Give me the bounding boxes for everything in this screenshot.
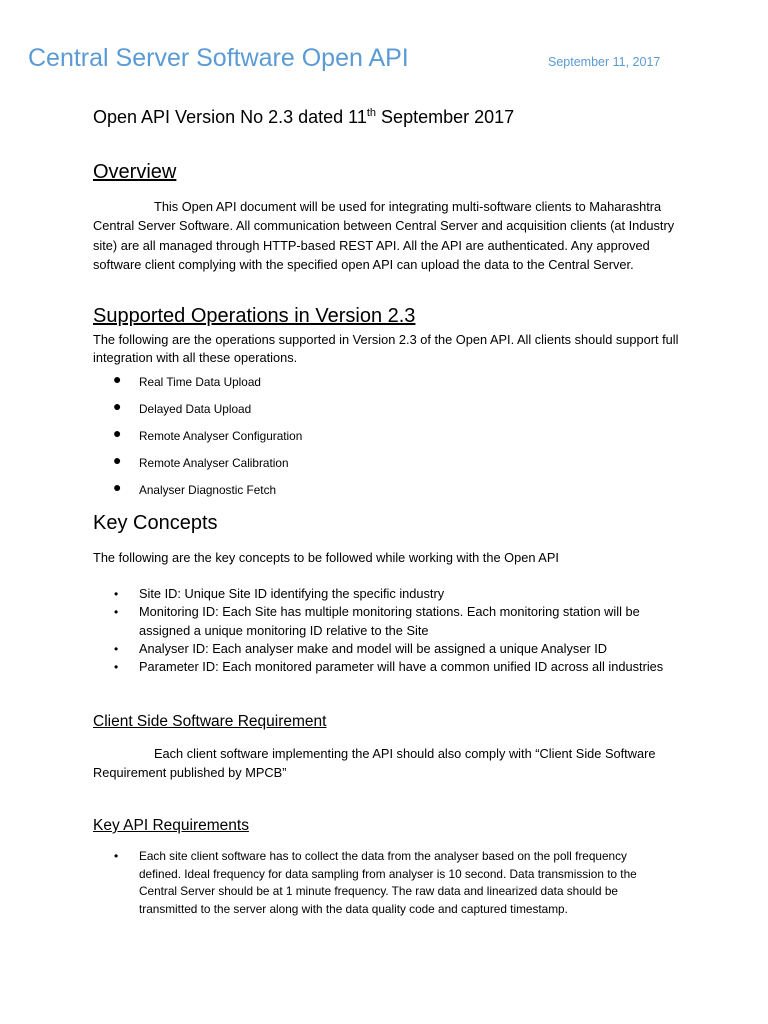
overview-heading: Overview (93, 161, 177, 183)
version-superscript: th (366, 107, 377, 119)
client-side-paragraph: Each client software implementing the API should also comply with “Client Side Software Requirement published by MPCB” (93, 746, 656, 781)
key-concepts-intro: The following are the key concepts to be followed while working with the Open API (93, 550, 559, 565)
bullet-icon: ● (113, 371, 122, 387)
supported-operations-heading: Supported Operations in Version 2.3 (93, 305, 416, 327)
key-concepts-heading: Key Concepts (93, 512, 218, 534)
list-item: • Site ID: Unique Site ID identifying the specific industry (112, 585, 682, 603)
bullet-icon: ● (113, 398, 122, 414)
client-side-heading: Client Side Software Requirement (93, 713, 327, 730)
list-item: • Parameter ID: Each monitored parameter will have a common unified ID across all industries (112, 658, 682, 676)
bullet-icon: ● (113, 425, 122, 441)
list-item: • Analyser ID: Each analyser make and model will be assigned a unique Analyser ID (112, 640, 682, 658)
bullet-icon: • (114, 605, 119, 620)
list-item: ● Delayed Data Upload (113, 398, 252, 416)
list-item: ● Remote Analyser Calibration (113, 452, 289, 470)
document-title: Central Server Software Open API (28, 44, 409, 72)
key-api-heading: Key API Requirements (93, 817, 249, 834)
version-statement (93, 107, 514, 128)
bullet-icon: ● (113, 452, 122, 468)
supported-operations-intro: The following are the operations supported in Version 2.3 of the Open API. All clients should support full integration with all these operations. (93, 332, 679, 365)
list-item: • Each site client software has to collect the data from the analyser based on the poll frequency defined. Ideal frequency for data sampling from analyser is 10 second. Data transmission to the Central Server should be at 1 minute frequency. The raw data and linearized data should be transmitted to the server along with the data quality code and captured timestamp. (114, 849, 637, 916)
list-item: ● Analyser Diagnostic Fetch (113, 479, 277, 497)
version-suffix: September 2017 (376, 107, 515, 127)
overview-paragraph: This Open API document will be used for integrating multi-software clients to Maharashtra Central Server Software. All communication between Central Server and acquisition clients (at Industry site) are all managed through HTTP-based REST API. All the API are authenticated. Any approved software client complying with the specified open API can upload the data to the Central Server. (93, 199, 675, 273)
key-api-list (112, 848, 652, 918)
document-date: September 11, 2017 (548, 55, 661, 69)
bullet-icon: • (114, 849, 119, 863)
bullet-icon: • (114, 660, 119, 675)
bullet-icon: • (114, 587, 119, 601)
bullet-icon: ● (113, 479, 122, 495)
list-item: • Monitoring ID: Each Site has multiple monitoring stations. Each monitoring station will be assigned a unique monitoring ID relative to the Site (114, 604, 640, 638)
bullet-icon: • (114, 641, 119, 656)
list-item: ● Remote Analyser Configuration (113, 425, 303, 443)
supported-operations-list (112, 371, 303, 509)
list-item: ● Real Time Data Upload (113, 371, 261, 389)
version-prefix: Open API Version No 2.3 dated 11 (93, 107, 367, 127)
key-concepts-list (112, 585, 682, 676)
